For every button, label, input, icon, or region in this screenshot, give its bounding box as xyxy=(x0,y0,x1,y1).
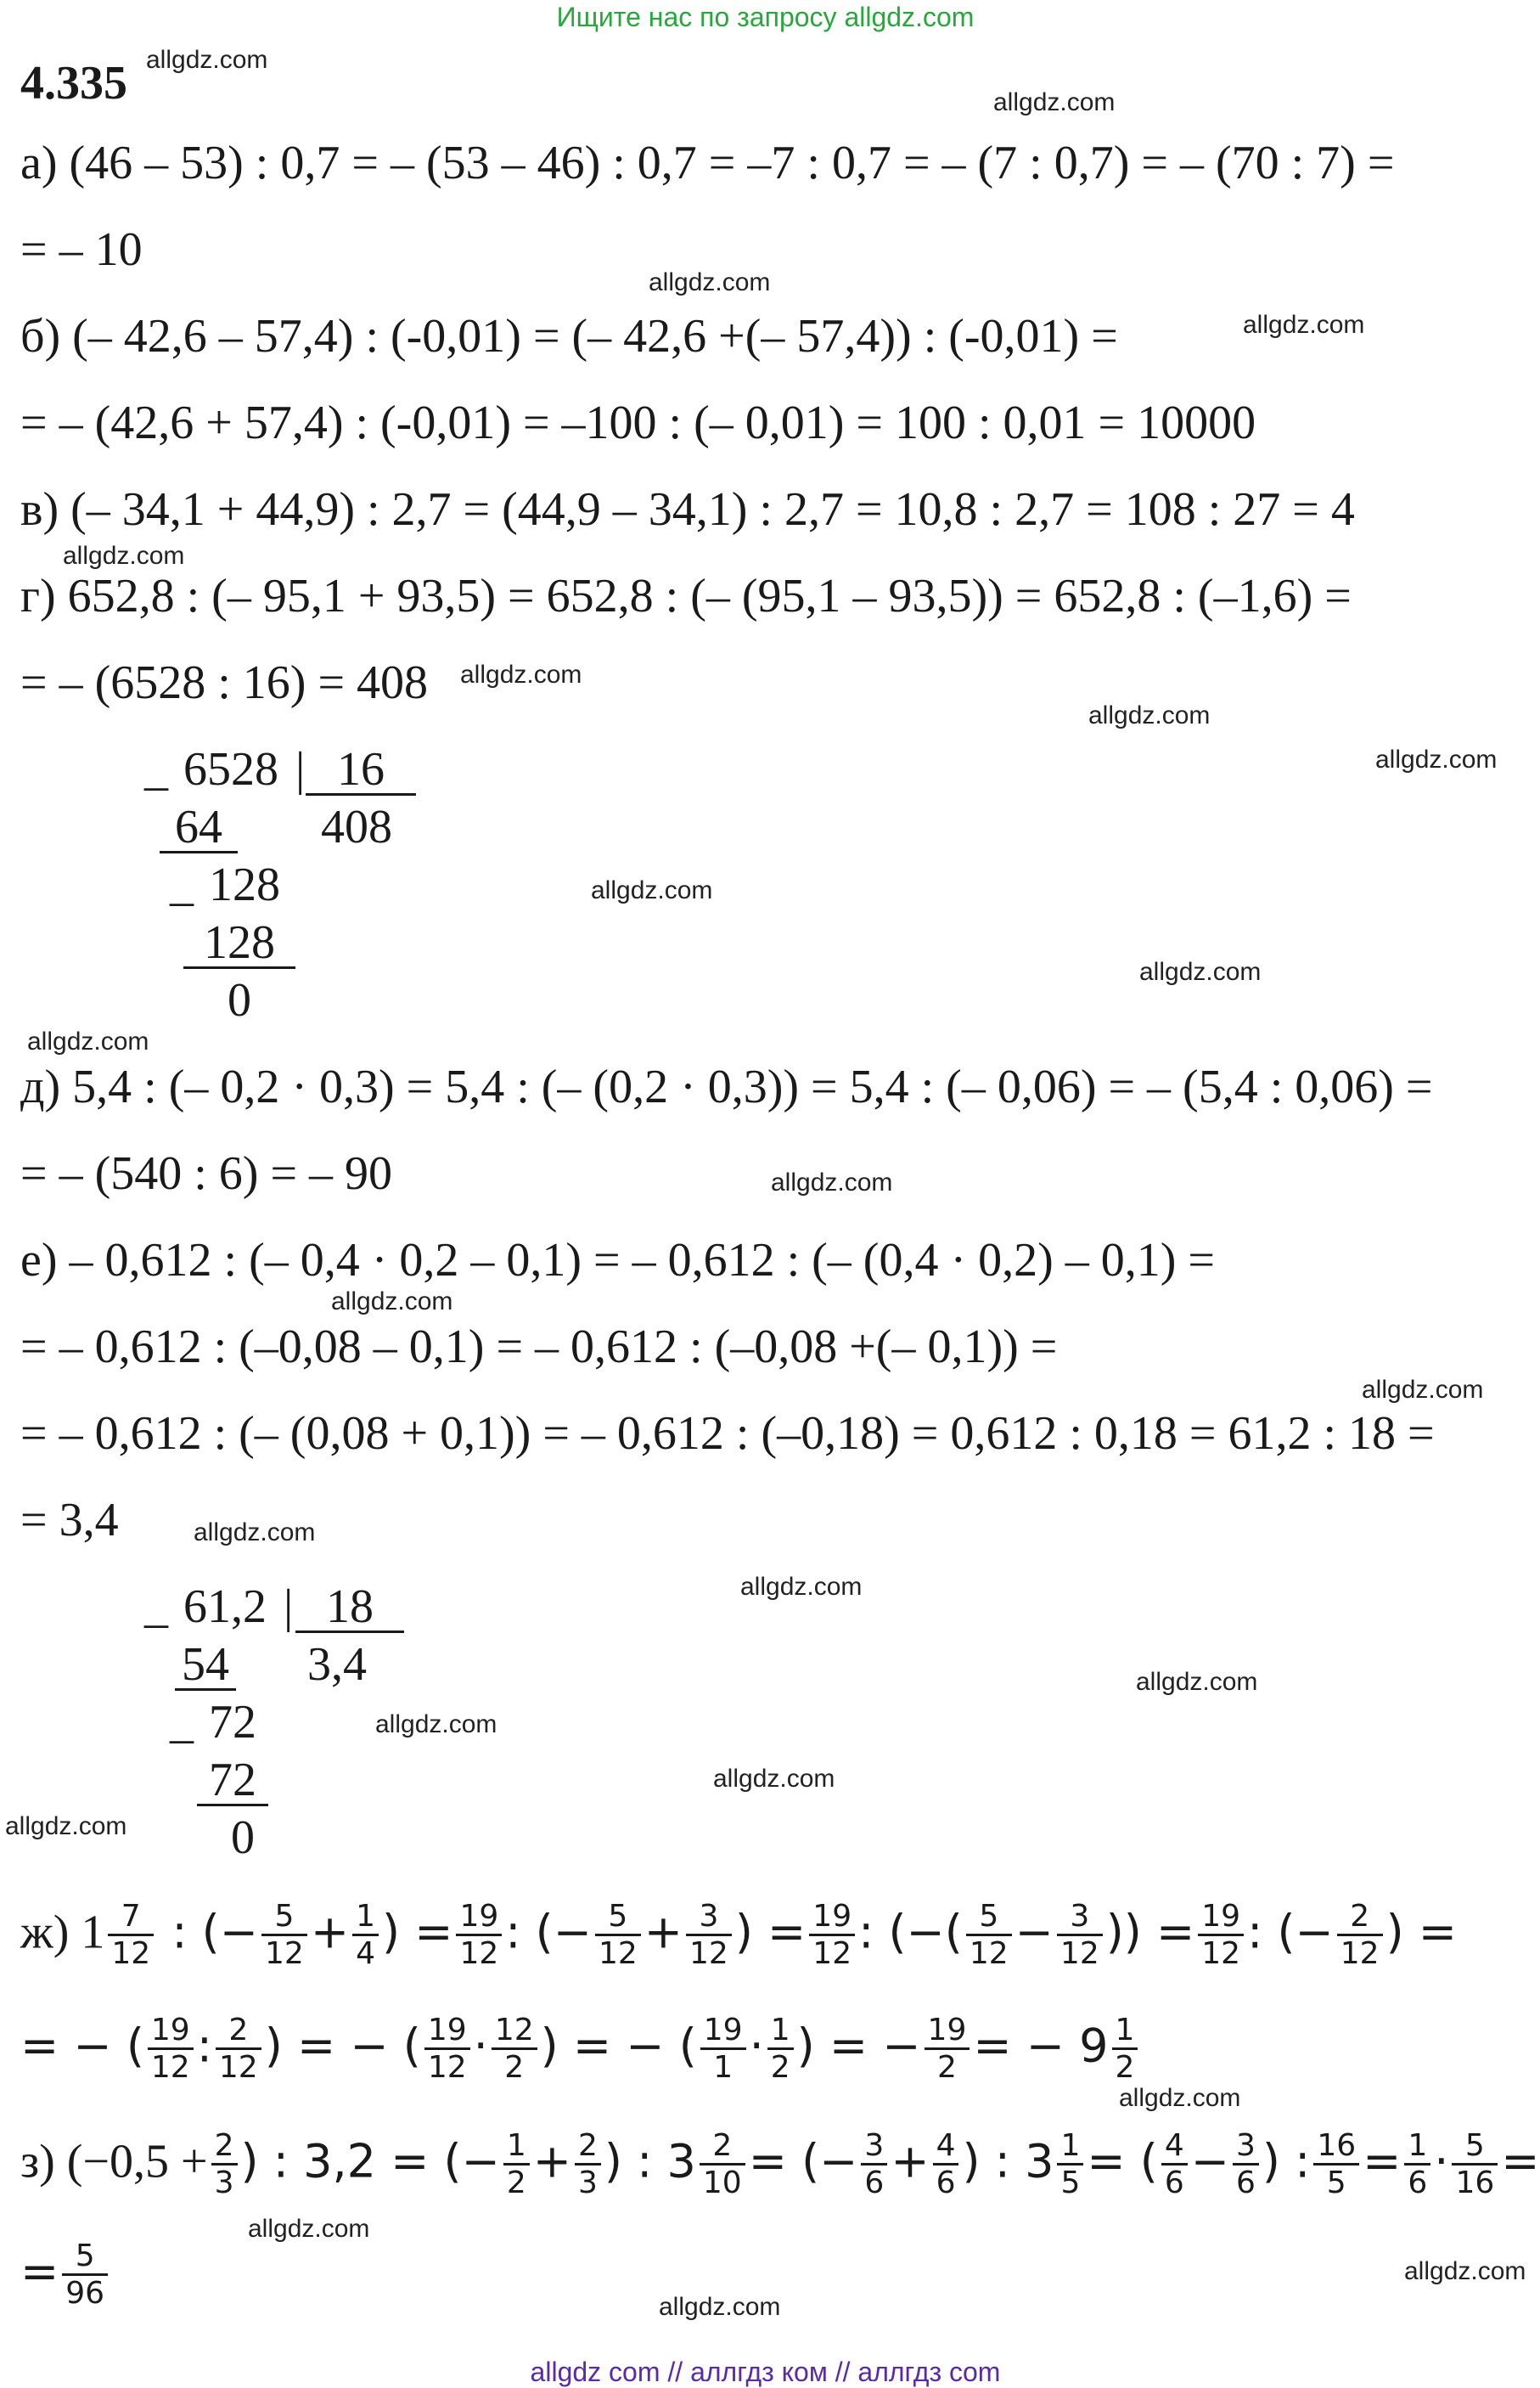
fraction: $\frac{1}{2}$ xyxy=(1112,2013,1138,2086)
line-e3: = – 0,612 : (– (0,08 + 0,1)) = – 0,612 : (–0,18) = 0,612 : 0,18 = 61,2 : 18 = xyxy=(20,1407,1435,1460)
watermark: allgdz.com xyxy=(1139,958,1262,986)
division-bar: | xyxy=(295,743,306,796)
line-g1: г) 652,8 : (– 95,1 + 93,5) = 652,8 : (– (95,1 – 93,5)) = 652,8 : (–1,6) = xyxy=(20,570,1352,622)
watermark: allgdz.com xyxy=(1088,701,1211,729)
watermark: allgdz.com xyxy=(375,1710,497,1738)
fraction: $\frac{2}{10}$ xyxy=(700,2128,745,2201)
division-dividend: 6528 xyxy=(183,743,278,796)
watermark: allgdz.com xyxy=(1375,746,1498,774)
text: = xyxy=(1363,2134,1402,2188)
fraction: $\frac{16}{5}$ xyxy=(1313,2128,1359,2201)
division-minus: _ xyxy=(144,1580,168,1633)
fraction: $\frac{5}{16}$ xyxy=(1452,2128,1498,2201)
fraction: $\frac{19}{2}$ xyxy=(925,2013,970,2086)
text: : xyxy=(196,2019,212,2073)
watermark: allgdz.com xyxy=(63,542,185,570)
watermark: allgdz.com xyxy=(659,2293,781,2321)
fraction: $\frac{12}{2}$ xyxy=(492,2013,537,2086)
fraction: $\frac{2}{3}$ xyxy=(211,2128,238,2201)
fraction: $\frac{3}{6}$ xyxy=(1233,2128,1259,2201)
text: + xyxy=(644,1905,683,1959)
text: ) : xyxy=(1262,2134,1311,2188)
fraction: $\frac{19}{12}$ xyxy=(148,2013,194,2086)
fraction: $\frac{1}{2}$ xyxy=(767,2013,794,2086)
watermark: allgdz.com xyxy=(993,88,1116,116)
line-g2: = – (6528 : 16) = 408 xyxy=(20,656,429,709)
line-a2: = – 10 xyxy=(20,223,143,276)
line-b1: б) (– 42,6 – 57,4) : (-0,01) = (– 42,6 +(– 57,4)) : (-0,01) = xyxy=(20,310,1118,363)
fraction: $\frac{2}{12}$ xyxy=(216,2013,261,2086)
division-minus: _ xyxy=(170,859,194,911)
line-z2 xyxy=(20,2239,111,2312)
exercise-number: 4.335 xyxy=(20,57,127,110)
watermark: allgdz.com xyxy=(740,1573,863,1601)
bottom-banner[interactable]: allgdz com // аллгдз ком // аллгдз com xyxy=(530,2357,1001,2387)
watermark: allgdz.com xyxy=(771,1169,893,1197)
watermark: allgdz.com xyxy=(1243,311,1365,339)
watermark: allgdz.com xyxy=(5,1812,127,1840)
line-v1: в) (– 34,1 + 44,9) : 2,7 = (44,9 – 34,1) : 2,7 = 10,8 : 2,7 = 108 : 27 = 4 xyxy=(20,483,1355,536)
watermark: allgdz.com xyxy=(1136,1668,1258,1696)
text: ) : 3 xyxy=(962,2134,1054,2188)
line-z1 xyxy=(20,2128,1540,2201)
watermark: allgdz.com xyxy=(1362,1376,1484,1404)
text: − xyxy=(1014,1905,1054,1959)
text: ) = xyxy=(381,1905,453,1959)
fraction: $\frac{1}{2}$ xyxy=(503,2128,530,2201)
watermark: allgdz.com xyxy=(146,46,268,74)
fraction: $\frac{19}{12}$ xyxy=(809,1899,855,1972)
text: з) (−0,5 + xyxy=(20,2135,208,2188)
fraction: $\frac{5}{12}$ xyxy=(966,1899,1012,1972)
watermark: allgdz.com xyxy=(194,1518,316,1546)
division-divisor: 16 xyxy=(306,746,416,796)
text: : (− xyxy=(157,1905,258,1959)
division-minus: _ xyxy=(144,743,168,796)
line-a1: а) (46 – 53) : 0,7 = – (53 – 46) : 0,7 = –7 : 0,7 = – (7 : 0,7) = – (70 : 7) = xyxy=(20,137,1395,189)
text: ) : 3 xyxy=(604,2134,696,2188)
fraction: $\frac{1}{4}$ xyxy=(352,1899,379,1972)
fraction: $\frac{5}{96}$ xyxy=(62,2239,108,2312)
fraction: $\frac{19}{12}$ xyxy=(424,2013,470,2086)
fraction: $\frac{1}{6}$ xyxy=(1404,2128,1430,2201)
text: ) = − ( xyxy=(540,2019,697,2073)
fraction: $\frac{19}{1}$ xyxy=(700,2013,746,2086)
text: · xyxy=(749,2019,764,2073)
text: ) = − ( xyxy=(264,2019,421,2073)
text: − xyxy=(1190,2134,1229,2188)
division-remainder: 0 xyxy=(231,1811,255,1864)
division-dividend: 61,2 xyxy=(183,1580,267,1633)
division-remainder: 0 xyxy=(228,974,251,1027)
fraction: $\frac{3}{12}$ xyxy=(686,1899,732,1972)
text: ) = − xyxy=(796,2019,921,2073)
text: = − 9 xyxy=(973,2019,1109,2073)
watermark: allgdz.com xyxy=(1404,2257,1526,2285)
division-quotient: 3,4 xyxy=(307,1638,367,1691)
top-banner[interactable]: Ищите нас по запросу allgdz.com xyxy=(556,2,975,32)
text: · xyxy=(1434,2134,1449,2188)
text: )) = xyxy=(1105,1905,1195,1959)
text: = xyxy=(20,2244,59,2299)
line-e4: = 3,4 xyxy=(20,1494,119,1546)
text: : (− xyxy=(505,1905,592,1959)
line-d2: = – (540 : 6) = – 90 xyxy=(20,1147,393,1200)
text: : (−( xyxy=(858,1905,963,1959)
fraction: $\frac{5}{12}$ xyxy=(261,1899,307,1972)
line-b2: = – (42,6 + 57,4) : (-0,01) = –100 : (– 0,01) = 100 : 0,01 = 10000 xyxy=(20,397,1256,449)
fraction: $\frac{7}{12}$ xyxy=(108,1899,154,1972)
division-minus: _ xyxy=(170,1696,194,1749)
line-zh1 xyxy=(20,1899,1457,1972)
fraction: $\frac{1}{5}$ xyxy=(1057,2128,1083,2201)
division-subtrahend: 64 xyxy=(160,803,238,853)
division-subtrahend: 72 xyxy=(197,1756,268,1806)
line-e2: = – 0,612 : (–0,08 – 0,1) = – 0,612 : (–0,08 +(– 0,1)) = xyxy=(20,1321,1058,1373)
text: : (− xyxy=(1247,1905,1334,1959)
fraction: $\frac{3}{12}$ xyxy=(1057,1899,1103,1972)
text: = xyxy=(1501,2134,1540,2188)
text: + xyxy=(891,2134,930,2188)
line-e1: е) – 0,612 : (– 0,4 · 0,2 – 0,1) = – 0,612 : (– (0,4 · 0,2) – 0,1) = xyxy=(20,1234,1215,1287)
division-bar: | xyxy=(284,1580,294,1633)
fraction: $\frac{3}{6}$ xyxy=(861,2128,887,2201)
division-quotient: 408 xyxy=(321,801,392,853)
line-d1: д) 5,4 : (– 0,2 · 0,3) = 5,4 : (– (0,2 · 0,3)) = 5,4 : (– 0,06) = – (5,4 : 0,06) = xyxy=(20,1061,1433,1113)
fraction: $\frac{19}{12}$ xyxy=(456,1899,502,1972)
fraction: $\frac{19}{12}$ xyxy=(1198,1899,1244,1972)
watermark: allgdz.com xyxy=(649,268,771,296)
division-divisor: 18 xyxy=(295,1583,404,1633)
text: ) = xyxy=(734,1905,807,1959)
text: ж) 1 xyxy=(20,1906,105,1959)
text: · xyxy=(473,2019,488,2073)
fraction: $\frac{2}{3}$ xyxy=(575,2128,601,2201)
watermark: allgdz.com xyxy=(591,876,713,904)
fraction: $\frac{4}{6}$ xyxy=(1161,2128,1188,2201)
text: = ( xyxy=(1087,2134,1158,2188)
text: = − ( xyxy=(20,2019,144,2073)
line-zh2 xyxy=(20,2013,1141,2086)
text: = (− xyxy=(748,2134,858,2188)
watermark: allgdz.com xyxy=(713,1765,835,1793)
fraction: $\frac{4}{6}$ xyxy=(933,2128,959,2201)
division-remainder-step: 128 xyxy=(209,859,280,911)
text: ) = xyxy=(1385,1905,1458,1959)
text: + xyxy=(532,2134,572,2188)
division-subtrahend: 128 xyxy=(183,919,295,969)
watermark: allgdz.com xyxy=(248,2215,370,2243)
fraction: $\frac{5}{12}$ xyxy=(595,1899,641,1972)
watermark: allgdz.com xyxy=(27,1028,149,1056)
text: ) : 3,2 = (− xyxy=(240,2134,500,2188)
text: + xyxy=(310,1905,350,1959)
watermark: allgdz.com xyxy=(460,661,582,689)
watermark: allgdz.com xyxy=(1119,2084,1241,2112)
division-remainder-step: 72 xyxy=(209,1696,256,1749)
division-subtrahend: 54 xyxy=(175,1641,236,1691)
watermark: allgdz.com xyxy=(331,1287,453,1315)
fraction: $\frac{2}{12}$ xyxy=(1337,1899,1383,1972)
